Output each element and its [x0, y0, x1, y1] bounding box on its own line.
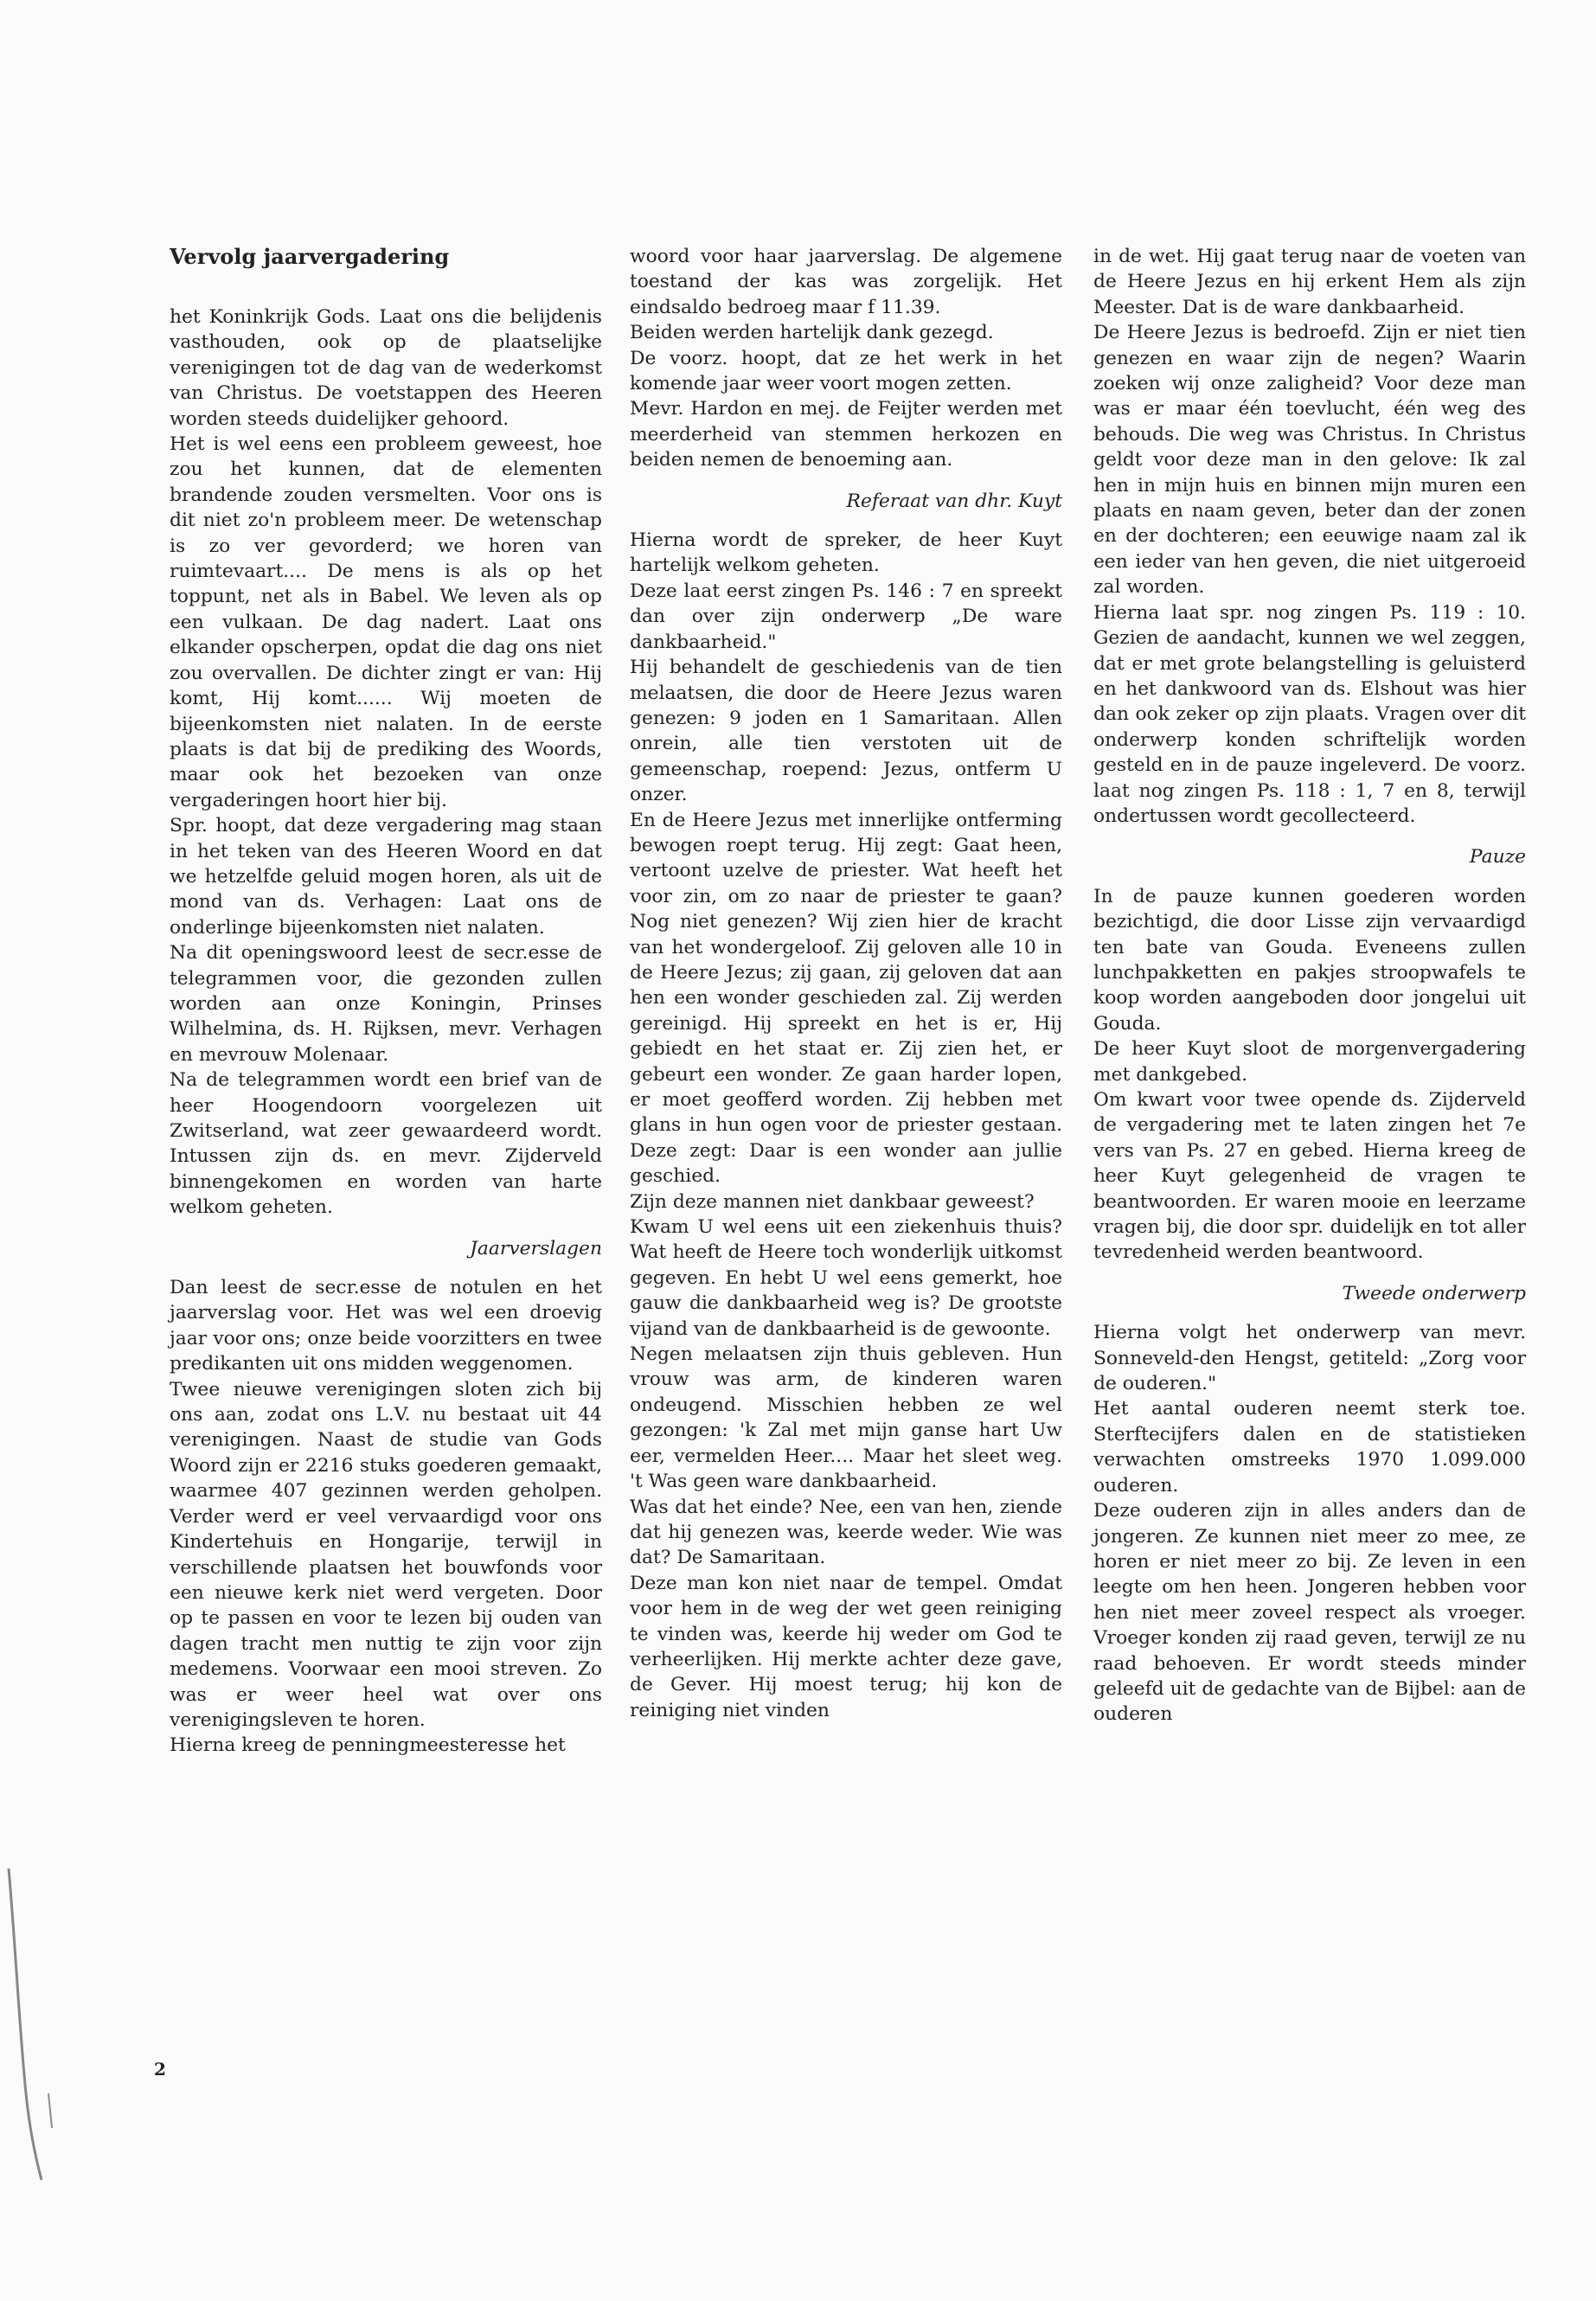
paragraph: Na de telegrammen wordt een brief van de heer Hoogendoorn voorgelezen uit Zwitserland, wat zeer gewaardeerd wordt. Intussen zijn ds. en mevr. Zijderveld binnengekomen en worden van harte welkom geheten.: [170, 1069, 602, 1219]
paragraph: Deze man kon niet naar de tempel. Omdat voor hem in de weg der wet geen reiniging te vinden was, keerde hij weder om God te verheerlijken. Hij merkte achter deze gave, de Gever. Hij moest terug; hij kon de reiniging niet vinden: [630, 1572, 1062, 1721]
paragraph: Hierna wordt de spreker, de heer Kuyt hartelijk welkom geheten.: [630, 529, 1062, 577]
subheading-tweede-onderwerp: Tweede onderwerp: [1342, 1282, 1526, 1304]
column-3: [1093, 244, 1526, 1727]
paragraph: In de pauze kunnen goederen worden bezichtigd, die door Lisse zijn vervaardigd ten bate van Gouda. Eveneens zullen lunchpakketten en pakjes stroopwafels te koop worden aangeboden door jongelui uit Gouda.: [1093, 885, 1526, 1035]
paragraph: De heer Kuyt sloot de morgenvergadering met dankgebed.: [1093, 1038, 1526, 1086]
paragraph: Om kwart voor twee opende ds. Zijderveld de vergadering met te laten zingen het 7e vers van Ps. 27 en gebed. Hierna kreeg de heer Kuyt gelegenheid de vragen te beantwoorden. Er waren mooie en leerzame vragen bij, die door spr. duidelijk en tot aller tevredenheid werden beantwoord.: [1093, 1089, 1526, 1264]
subheading-jaarverslagen: Jaarverslagen: [470, 1237, 602, 1259]
paragraph: Beiden werden hartelijk dank gezegd.: [630, 322, 994, 344]
paragraph: Mevr. Hardon en mej. de Feijter werden met meerderheid van stemmen herkozen en beiden nemen de benoeming aan.: [630, 398, 1062, 471]
paragraph: De Heere Jezus is bedroefd. Zijn er niet tien genezen en waar zijn de negen? Waarin zoeken wij onze zaligheid? Voor deze man was er maar één toevlucht, één weg des behouds. Die weg was Christus. In Christus geldt voor deze man in den gelove: Ik zal hen in mijn huis en binnen mijn muren een plaats en naam geven, beter dan der zonen en der dochteren; een eeuwige naam zal ik een ieder van hen geven, die niet uitgeroeid zal worden.: [1093, 322, 1526, 599]
paragraph: Zijn deze mannen niet dankbaar geweest?: [630, 1190, 1035, 1213]
column-1: [170, 244, 602, 1759]
subheading-pauze: Pauze: [1469, 846, 1526, 868]
paragraph: Hierna kreeg de penningmeesteresse het: [170, 1734, 566, 1757]
paragraph: Dan leest de secr.esse de notulen en het jaarverslag voor. Het was wel een droevig jaar voor ons; onze beide voorzitters en twee predikanten uit ons midden weggenomen.: [170, 1277, 602, 1375]
subheading-referaat: Referaat van dhr. Kuyt: [846, 490, 1062, 512]
paragraph: Deze ouderen zijn in alles anders dan de jongeren. Ze kunnen niet meer zo mee, ze horen er niet meer zo bij. Ze leven in een leegte om hen heen. Jongeren hebben voor hen niet meer zoveel respect als vroeger. Vroeger konden zij raad geven, terwijl ze nu raad behoeven. Er wordt steeds minder geleefd uit de gedachte van de Bijbel: aan de ouderen: [1093, 1500, 1526, 1726]
paragraph: woord voor haar jaarverslag. De algemene toestand der kas was zorgelijk. Het eindsaldo bedroeg maar f 11.39.: [630, 246, 1062, 318]
paragraph: Hij behandelt de geschiedenis van de tien melaatsen, die door de Heere Jezus waren genezen: 9 joden en 1 Samaritaan. Allen onrein, alle tien verstoten uit de gemeenschap, roepend: Jezus, ontferm U onzer.: [630, 657, 1062, 806]
paragraph: En de Heere Jezus met innerlijke ontferming bewogen roept terug. Hij zegt: Gaat heen, vertoont uzelve de priester. Wat heeft het voor zin, om zo naar de priester te gaan? Nog niet genezen? Wij zien hier de kracht van het wondergeloof. Zij geloven alle 10 in de Heere Jezus; zij gaan, zij geloven dat aan hen een wonder geschieden zal. Zij werden gereinigd. Hij spreekt en het is er, Hij gebiedt en het staat er. Zij zien het, er gebeurt een wonder. Ze gaan harder lopen, er moet geofferd worden. Zij hebben met glans in hun ogen voor de priester gestaan. Deze zegt: Daar is een wonder aan jullie geschied.: [630, 809, 1062, 1188]
paragraph: het Koninkrijk Gods. Laat ons die belijdenis vasthouden, ook op de plaatselijke verenigingen tot de dag van de wederkomst van Christus. De voetstappen des Heeren worden steeds duidelijker gehoord.: [170, 306, 602, 430]
paragraph: De voorz. hoopt, dat ze het werk in het komende jaar weer voort mogen zetten.: [630, 347, 1062, 395]
paragraph: Was dat het einde? Nee, een van hen, ziende dat hij genezen was, keerde weder. Wie was dat? De Samaritaan.: [630, 1496, 1062, 1569]
section-title: Vervolg jaarvergadering: [170, 244, 450, 269]
column-2: [630, 244, 1062, 1723]
paragraph: Twee nieuwe verenigingen sloten zich bij ons aan, zodat ons L.V. nu bestaat uit 44 verenigingen. Naast de studie van Gods Woord zijn er 2216 stuks goederen gemaakt, waarmee 407 gezinnen werden geholpen. Verder werd er veel vervaardigd voor ons Kindertehuis en Hongarije, terwijl in verschillende plaatsen het bouwfonds voor een nieuwe kerk niet werd vergeten. Door op te passen en voor te lezen bij ouden van dagen tracht men nuttig te zijn voor zijn medemens. Voorwaar een mooi streven. Zo was er weer heel wat over ons verenigingsleven te horen.: [170, 1378, 602, 1731]
paragraph: Het aantal ouderen neemt sterk toe. Sterftecijfers dalen en de statistieken verwachten omstreeks 1970 1.099.000 ouderen.: [1093, 1398, 1526, 1497]
paragraph: Het is wel eens een probleem geweest, hoe zou het kunnen, dat de elementen brandende zouden versmelten. Voor ons is dit niet zo'n probleem meer. De wetenschap is zo ver gevorderd; we horen van ruimtevaart.... De mens is als op het toppunt, net als in Babel. We leven als op een vulkaan. De dag nadert. Laat ons elkander opscherpen, opdat die dag ons niet zou overvallen. De dichter zingt er van: Hij komt, Hij komt...... Wij moeten de bijeenkomsten niet nalaten. In de eerste plaats is dat bij de prediking des Woords, maar ook het bezoeken van onze vergaderingen hoort hier bij.: [170, 433, 602, 811]
paragraph: Negen melaatsen zijn thuis gebleven. Hun vrouw was arm, de kinderen waren ondeugend. Misschien hebben ze wel gezongen: 'k Zal met mijn ganse hart Uw eer, vermelden Heer.... Maar het sleet weg. 't Was geen ware dankbaarheid.: [630, 1343, 1062, 1493]
paragraph: Deze laat eerst zingen Ps. 146 : 7 en spreekt dan over zijn onderwerp „De ware dankbaarheid.": [630, 580, 1062, 653]
paragraph: Kwam U wel eens uit een ziekenhuis thuis? Wat heeft de Heere toch wonderlijk uitkomst gegeven. En hebt U wel eens gemerkt, hoe gauw die dankbaarheid weg is? De grootste vijand van de dankbaarheid is de gewoonte.: [630, 1216, 1062, 1340]
scan-edge-mark: [0, 1868, 69, 2232]
page-number: 2: [154, 2059, 166, 2080]
paragraph: Na dit openingswoord leest de secr.esse de telegrammen voor, die gezonden zullen worden aan onze Koningin, Prinses Wilhelmina, ds. H. Rijksen, mevr. Verhagen en mevrouw Molenaar.: [170, 942, 602, 1066]
paragraph: Spr. hoopt, dat deze vergadering mag staan in het teken van des Heeren Woord en dat we hetzelfde geluid mogen horen, als uit de mond van ds. Verhagen: Laat ons de onderlinge bijeenkomsten niet nalaten.: [170, 815, 602, 939]
paragraph: in de wet. Hij gaat terug naar de voeten van de Heere Jezus en hij erkent Hem als zijn Meester. Dat is de ware dankbaarheid.: [1093, 246, 1526, 318]
paragraph: Hierna volgt het onderwerp van mevr. Sonneveld-den Hengst, getiteld: „Zorg voor de ouderen.": [1093, 1322, 1526, 1395]
paragraph: Hierna laat spr. nog zingen Ps. 119 : 10. Gezien de aandacht, kunnen we wel zeggen, dat er met grote belangstelling is geluisterd en het dankwoord van ds. Elshout was hier dan ook zeker op zijn plaats. Vragen over dit onderwerp konden schriftelijk worden gesteld en in de pauze ingeleverd. De voorz. laat nog zingen Ps. 118 : 1, 7 en 8, terwijl ondertussen wordt gecollecteerd.: [1093, 601, 1526, 827]
